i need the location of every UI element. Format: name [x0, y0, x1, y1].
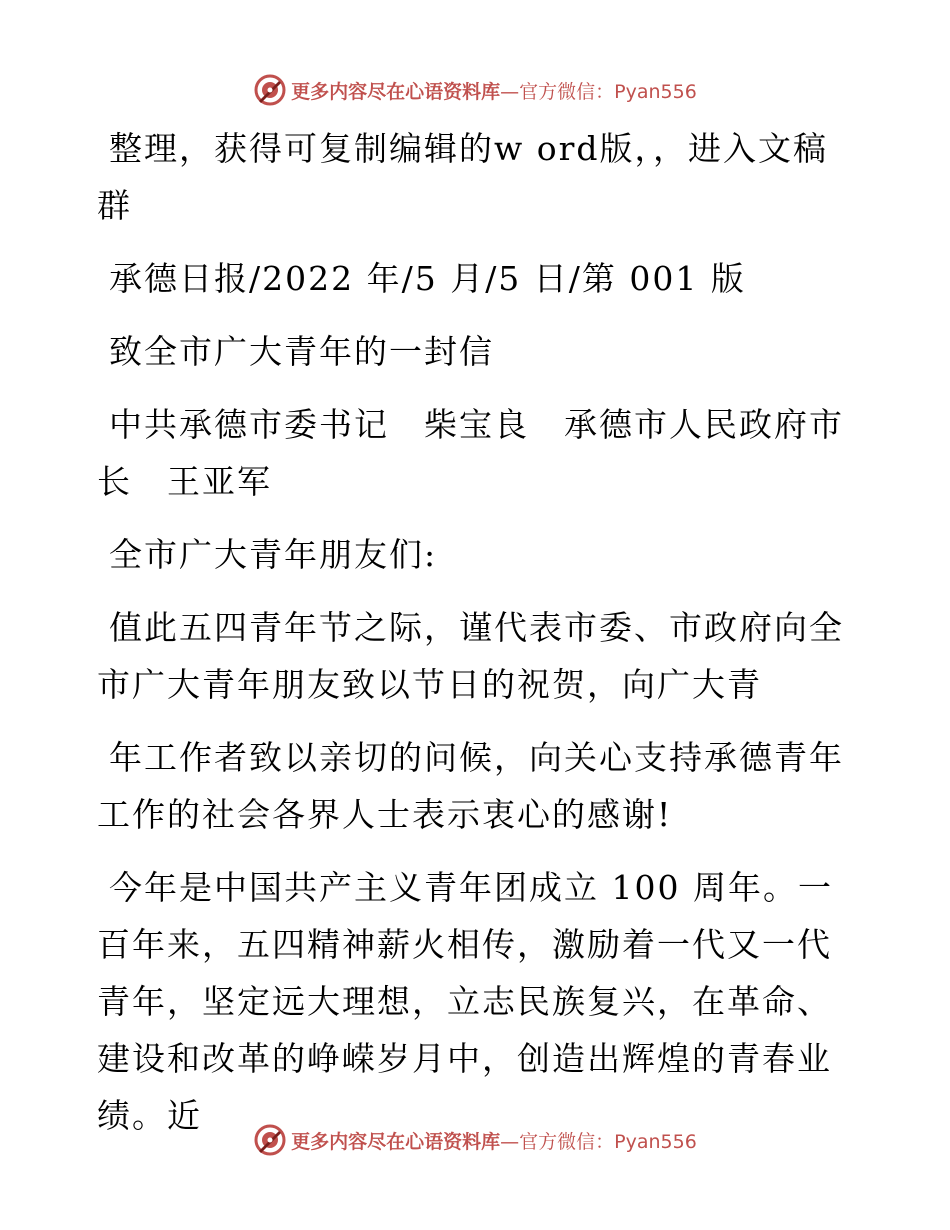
letter-salutation: 全市广大青年朋友们: [109, 535, 438, 574]
banner-text [291, 1127, 697, 1154]
banner-separator: — [500, 1130, 520, 1153]
paragraph-source: 承德日报/2022 年/5 月/5 日/第 001 版 [109, 259, 746, 298]
fountain-pen-seal-icon [253, 1123, 287, 1157]
paragraph-history: 今年是中国共产主义青年团成立 100 周年。一百年来，五四精神薪火相传，激励着一代又一代青年，坚定远大理想，立志民族复兴，在革命、建设和改革的峥嵘岁月中，创造出辉煌的青春业绩。近 [97, 868, 833, 1135]
footer-banner [0, 1120, 950, 1160]
paragraph-greeting: 值此五四青年节之际，谨代表市委、市政府向全市广大青年朋友致以节日的祝贺，向广大青 [97, 608, 844, 704]
header-banner [0, 70, 950, 110]
banner-contact: 官方微信：Pyan556 [519, 80, 697, 103]
document-body [97, 120, 857, 1160]
banner-separator: — [500, 80, 520, 103]
paragraph-thanks: 年工作者致以亲切的问候，向关心支持承德青年工作的社会各界人士表示衷心的感谢! [97, 738, 844, 834]
banner-main-text: 更多内容尽在心语资料库 [291, 80, 501, 103]
fountain-pen-seal-icon [253, 73, 287, 107]
banner-text [291, 77, 697, 104]
letter-authors: 中共承德市委书记 柴宝良 承德市人民政府市长 王亚军 [97, 405, 844, 501]
paragraph-intro: 整理，获得可复制编辑的w ord版，，进入文稿群 [97, 129, 829, 225]
banner-contact: 官方微信：Pyan556 [519, 1130, 697, 1153]
banner-main-text: 更多内容尽在心语资料库 [291, 1130, 501, 1153]
letter-title: 致全市广大青年的一封信 [109, 332, 494, 371]
